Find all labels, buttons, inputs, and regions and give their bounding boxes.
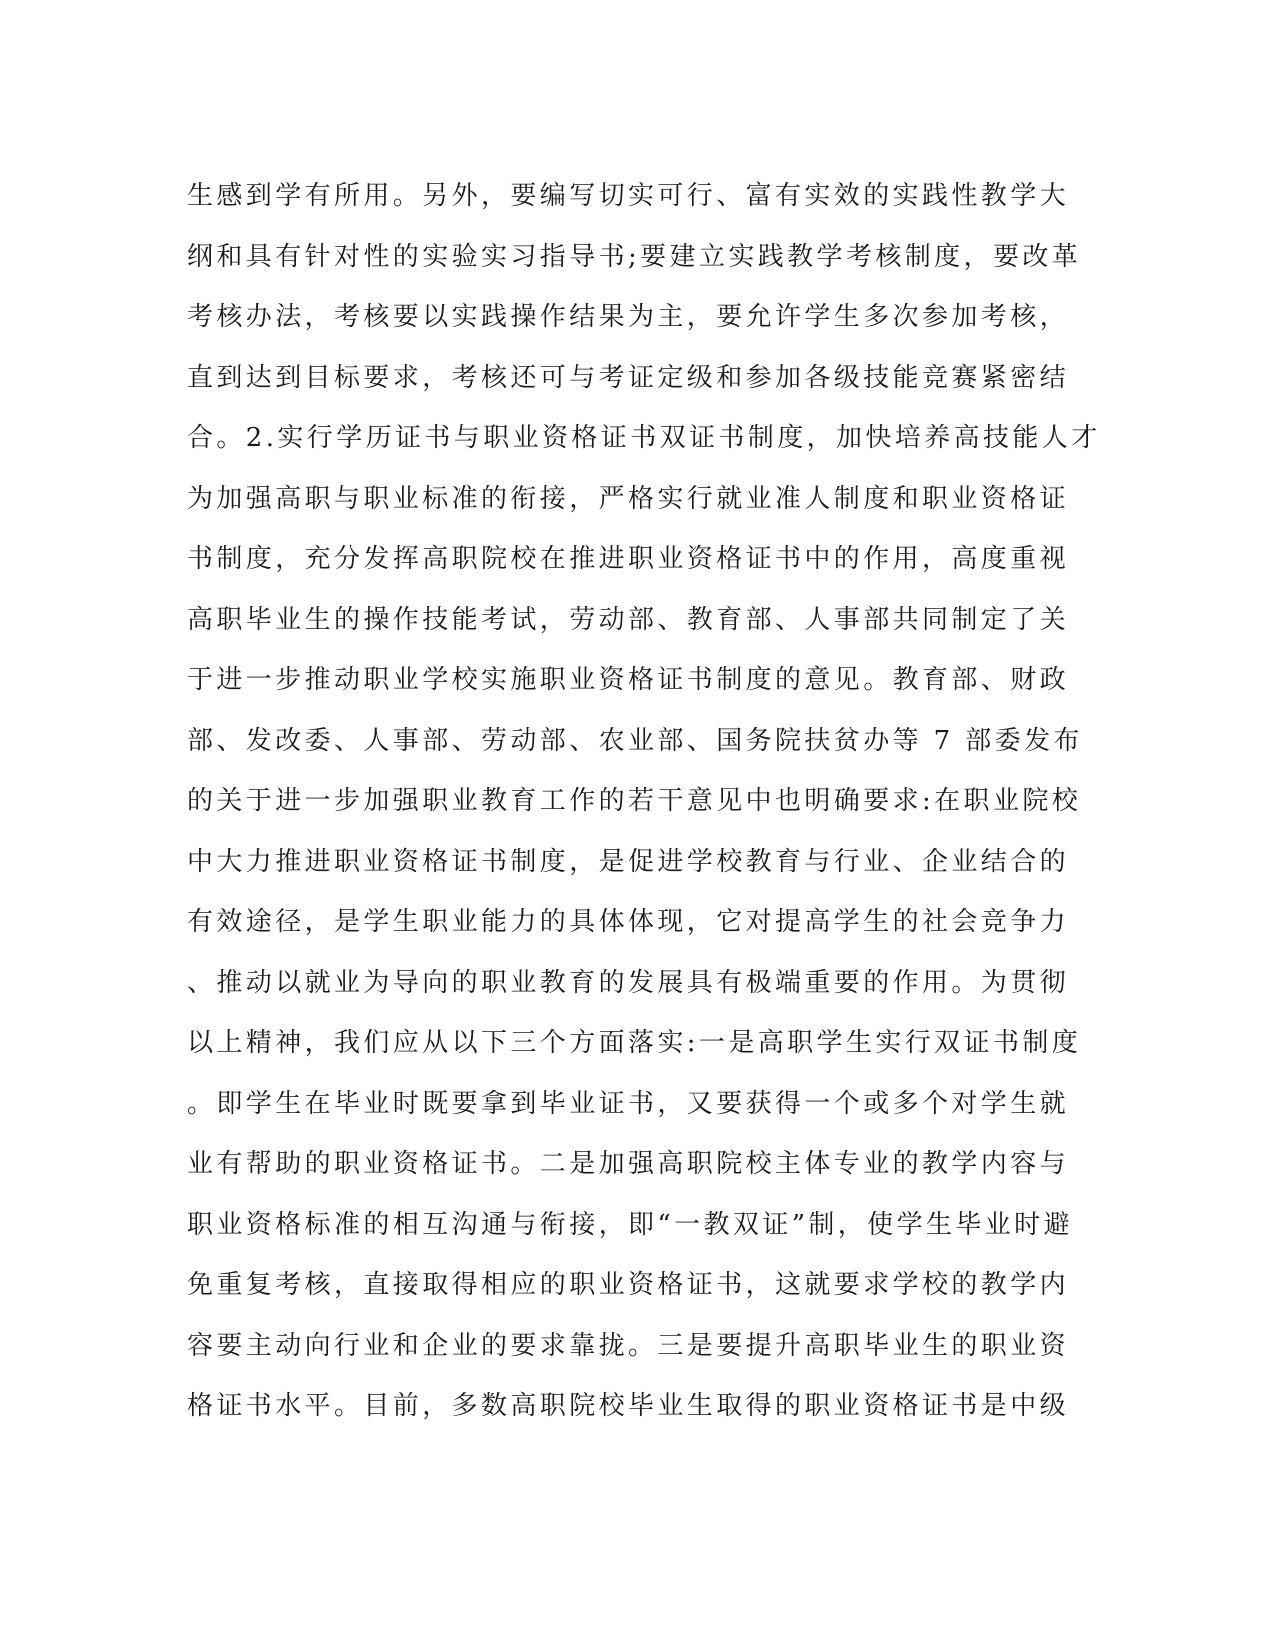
text-line: 免重复考核，直接取得相应的职业资格证书，这就要求学校的教学内 [187,1270,1070,1300]
text-line: 以上精神，我们应从以下三个方面落实:一是高职学生实行双证书制度 [187,1028,1082,1058]
text-line: 部、发改委、人事部、劳动部、农业部、国务院扶贫办等 7 部委发布 [187,725,1083,756]
text-line: 格证书水平。目前，多数高职院校毕业生取得的职业资格证书是中级 [187,1391,1070,1421]
text-line: 职业资格标准的相互沟通与衔接，即“一教双证”制，使学生毕业时避 [187,1209,1073,1240]
text-line: 纲和具有针对性的实验实习指导书;要建立实践教学考核制度，要改革 [187,241,1082,272]
text-line: 、推动以就业为导向的职业教育的发展具有极端重要的作用。为贯彻 [187,967,1070,998]
text-line: 合。2.实行学历证书与职业资格证书双证书制度，加快培养高技能人才 [187,423,1101,453]
text-line: 为加强高职与职业标准的衔接，严格实行就业准人制度和职业资格证 [187,483,1070,514]
text-line: 业有帮助的职业资格证书。二是加强高职院校主体专业的教学内容与 [187,1149,1070,1179]
text-line: 于进一步推动职业学校实施职业资格证书制度的意见。教育部、财政 [187,665,1070,695]
text-line: 考核办法，考核要以实践操作结果为主，要允许学生多次参加考核， [187,302,1070,332]
text-line: 生感到学有所用。另外，要编写切实可行、富有实效的实践性教学大 [187,181,1070,211]
text-line: 高职毕业生的操作技能考试，劳动部、教育部、人事部共同制定了关 [187,604,1070,635]
text-line: 书制度，充分发挥高职院校在推进职业资格证书中的作用，高度重视 [187,544,1070,574]
text-line: 直到达到目标要求，考核还可与考证定级和参加各级技能竞赛紧密结 [187,362,1070,393]
text-line: 容要主动向行业和企业的要求靠拢。三是要提升高职毕业生的职业资 [187,1330,1070,1361]
text-line: 。即学生在毕业时既要拿到毕业证书，又要获得一个或多个对学生就 [187,1088,1070,1119]
text-line: 有效途径，是学生职业能力的具体体现，它对提高学生的社会竞争力 [187,907,1070,937]
text-line: 的关于进一步加强职业教育工作的若干意见中也明确要求:在职业院校 [187,786,1082,816]
text-line: 中大力推进职业资格证书制度，是促进学校教育与行业、企业结合的 [187,846,1070,877]
body-text [187,166,1101,1437]
